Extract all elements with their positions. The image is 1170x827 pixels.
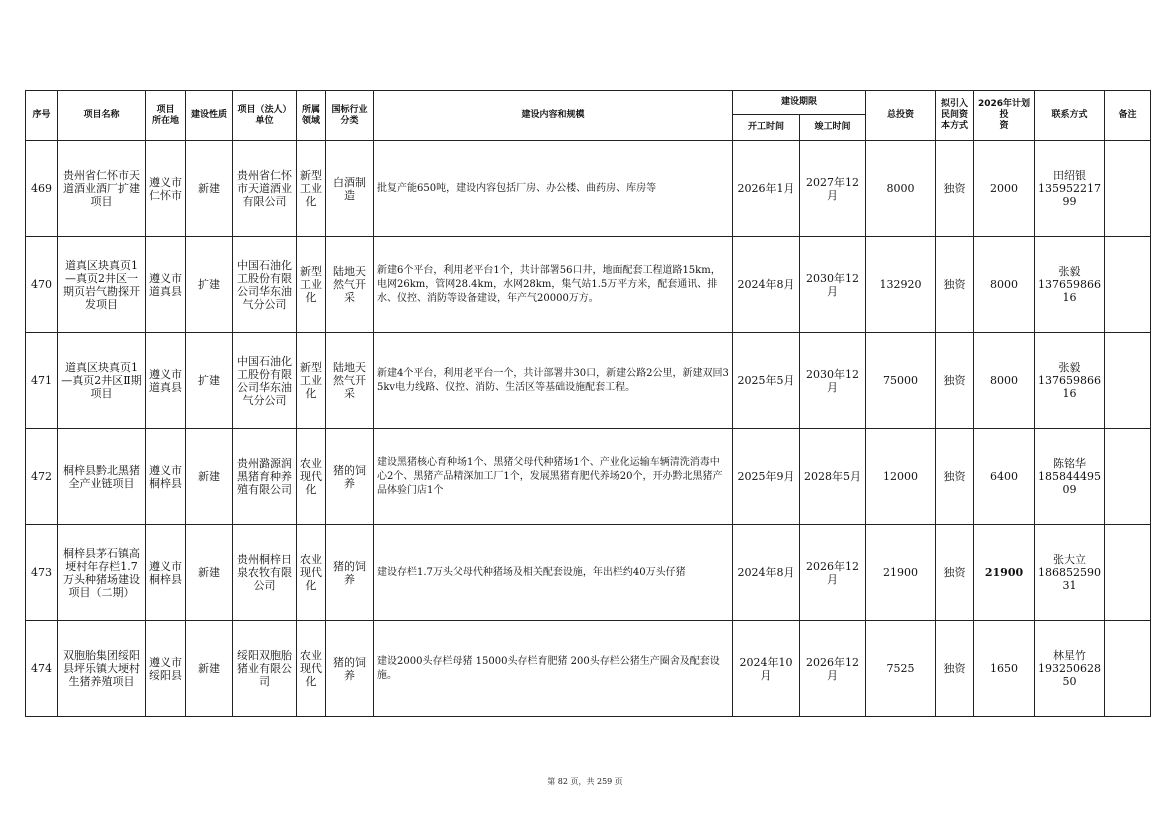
cell-plan: 2000 (974, 141, 1035, 237)
cell-unit: 中国石油化工股份有限公司华东油气分公司 (233, 237, 297, 333)
cell-seq: 469 (26, 141, 58, 237)
cell-total: 75000 (866, 333, 936, 429)
cell-nature: 新建 (186, 525, 233, 621)
cell-contact: 陈铭华 18584449509 (1035, 429, 1105, 525)
header-seq: 序号 (26, 91, 58, 141)
header-plan: 2026年计划投 资 (974, 91, 1035, 141)
cell-plan: 8000 (974, 333, 1035, 429)
cell-private: 独资 (936, 237, 974, 333)
cell-name: 桐梓县茅石镇高埂村年存栏1.7万头种猪场建设项目（二期） (58, 525, 146, 621)
cell-plan: 8000 (974, 237, 1035, 333)
project-table (25, 90, 1151, 717)
cell-field: 新型工业化 (297, 237, 326, 333)
cell-location: 遵义市桐梓县 (146, 525, 186, 621)
cell-private: 独资 (936, 333, 974, 429)
table-row (26, 141, 1151, 237)
table-row (26, 429, 1151, 525)
cell-plan: 6400 (974, 429, 1035, 525)
cell-nature: 扩建 (186, 333, 233, 429)
cell-plan: 1650 (974, 621, 1035, 717)
cell-industry: 猪的饲养 (326, 621, 374, 717)
cell-note (1105, 621, 1151, 717)
cell-content: 新建6个平台，利用老平台1个，共计部署56口井，地面配套工程道路15km，电网26km，管网28.4km，水网28km，集气站1.5万平方米，配套通讯、排水、仪控、消防等设备建设，年产气20000万方。 (374, 237, 733, 333)
table-row (26, 237, 1151, 333)
cell-industry: 陆地天然气开采 (326, 333, 374, 429)
cell-unit: 中国石油化工股份有限公司华东油气分公司 (233, 333, 297, 429)
cell-nature: 新建 (186, 429, 233, 525)
cell-seq: 470 (26, 237, 58, 333)
cell-name: 道真区块真页1—真页2井区Ⅱ期项目 (58, 333, 146, 429)
cell-total: 21900 (866, 525, 936, 621)
cell-name: 道真区块真页1—真页2井区一期页岩气勘探开发项目 (58, 237, 146, 333)
cell-private: 独资 (936, 525, 974, 621)
cell-content: 批复产能650吨，建设内容包括厂房、办公楼、曲药房、库房等 (374, 141, 733, 237)
header-industry: 国标行业 分类 (326, 91, 374, 141)
cell-contact: 林星竹 19325062850 (1035, 621, 1105, 717)
header-period: 建设期限 (733, 91, 866, 115)
page-footer: 第 82 页，共 259 页 (547, 777, 623, 786)
table-row (26, 333, 1151, 429)
cell-note (1105, 237, 1151, 333)
header-contact: 联系方式 (1035, 91, 1105, 141)
cell-contact: 张毅 13765986616 (1035, 237, 1105, 333)
cell-field: 农业现代化 (297, 525, 326, 621)
cell-unit: 贵州省仁怀市天道酒业有限公司 (233, 141, 297, 237)
cell-nature: 新建 (186, 621, 233, 717)
cell-total: 7525 (866, 621, 936, 717)
cell-seq: 472 (26, 429, 58, 525)
cell-end: 2026年12月 (800, 525, 866, 621)
cell-start: 2024年8月 (733, 237, 800, 333)
cell-field: 农业现代化 (297, 621, 326, 717)
cell-plan: 21900 (974, 525, 1035, 621)
cell-end: 2027年12月 (800, 141, 866, 237)
cell-start: 2025年5月 (733, 333, 800, 429)
cell-unit: 贵州潞源润黑猪育种养殖有限公司 (233, 429, 297, 525)
cell-start: 2025年9月 (733, 429, 800, 525)
cell-seq: 471 (26, 333, 58, 429)
header-unit: 项目（法人） 单位 (233, 91, 297, 141)
header-end: 竣工时间 (800, 115, 866, 141)
cell-start: 2024年8月 (733, 525, 800, 621)
cell-note (1105, 525, 1151, 621)
header-total: 总投资 (866, 91, 936, 141)
cell-name: 贵州省仁怀市天道酒业酒厂扩建项目 (58, 141, 146, 237)
cell-unit: 贵州桐梓日泉农牧有限公司 (233, 525, 297, 621)
cell-contact: 张毅 13765986616 (1035, 333, 1105, 429)
cell-location: 遵义市仁怀市 (146, 141, 186, 237)
cell-industry: 猪的饲养 (326, 525, 374, 621)
cell-private: 独资 (936, 141, 974, 237)
cell-note (1105, 333, 1151, 429)
cell-end: 2030年12月 (800, 237, 866, 333)
header-start: 开工时间 (733, 115, 800, 141)
cell-location: 遵义市道真县 (146, 333, 186, 429)
header-note: 备注 (1105, 91, 1151, 141)
header-nature: 建设性质 (186, 91, 233, 141)
cell-end: 2026年12月 (800, 621, 866, 717)
cell-start: 2024年10月 (733, 621, 800, 717)
cell-start: 2026年1月 (733, 141, 800, 237)
header-private: 拟引入 民间资 本方式 (936, 91, 974, 141)
cell-content: 建设2000头存栏母猪 15000头存栏育肥猪 200头存栏公猪生产圈舍及配套设施。 (374, 621, 733, 717)
cell-note (1105, 429, 1151, 525)
cell-content: 建设黑猪核心育种场1个、黑猪父母代种猪场1个、产业化运输车辆清洗消毒中心2个、黑猪产品精深加工厂1个，发展黑猪育肥代养场20个，开办黔北黑猪产品体验门店1个 (374, 429, 733, 525)
cell-industry: 白酒制造 (326, 141, 374, 237)
table-row (26, 525, 1151, 621)
cell-seq: 474 (26, 621, 58, 717)
header-name: 项目名称 (58, 91, 146, 141)
cell-industry: 猪的饲养 (326, 429, 374, 525)
cell-total: 132920 (866, 237, 936, 333)
cell-industry: 陆地天然气开采 (326, 237, 374, 333)
cell-field: 新型工业化 (297, 141, 326, 237)
cell-location: 遵义市桐梓县 (146, 429, 186, 525)
header-content: 建设内容和规模 (374, 91, 733, 141)
cell-private: 独资 (936, 621, 974, 717)
cell-note (1105, 141, 1151, 237)
cell-content: 建设存栏1.7万头父母代种猪场及相关配套设施，年出栏约40万头仔猪 (374, 525, 733, 621)
cell-contact: 张大立 18685259031 (1035, 525, 1105, 621)
cell-total: 12000 (866, 429, 936, 525)
cell-content: 新建4个平台，利用老平台一个，共计部署井30口，新建公路2公里，新建双回35kv电力线路、仪控、消防、生活区等基础设施配套工程。 (374, 333, 733, 429)
cell-end: 2028年5月 (800, 429, 866, 525)
header-location: 项目 所在地 (146, 91, 186, 141)
cell-total: 8000 (866, 141, 936, 237)
cell-location: 遵义市绥阳县 (146, 621, 186, 717)
cell-nature: 新建 (186, 141, 233, 237)
cell-seq: 473 (26, 525, 58, 621)
cell-end: 2030年12月 (800, 333, 866, 429)
cell-location: 遵义市道真县 (146, 237, 186, 333)
header-field: 所属 领域 (297, 91, 326, 141)
table-row (26, 621, 1151, 717)
cell-field: 农业现代化 (297, 429, 326, 525)
cell-name: 桐梓县黔北黑猪全产业链项目 (58, 429, 146, 525)
table-body (26, 141, 1151, 717)
cell-nature: 扩建 (186, 237, 233, 333)
cell-field: 新型工业化 (297, 333, 326, 429)
cell-contact: 田绍银 13595221799 (1035, 141, 1105, 237)
cell-name: 双胞胎集团绥阳县坪乐镇大埂村生猪养殖项目 (58, 621, 146, 717)
cell-unit: 绥阳双胞胎猪业有限公司 (233, 621, 297, 717)
cell-private: 独资 (936, 429, 974, 525)
